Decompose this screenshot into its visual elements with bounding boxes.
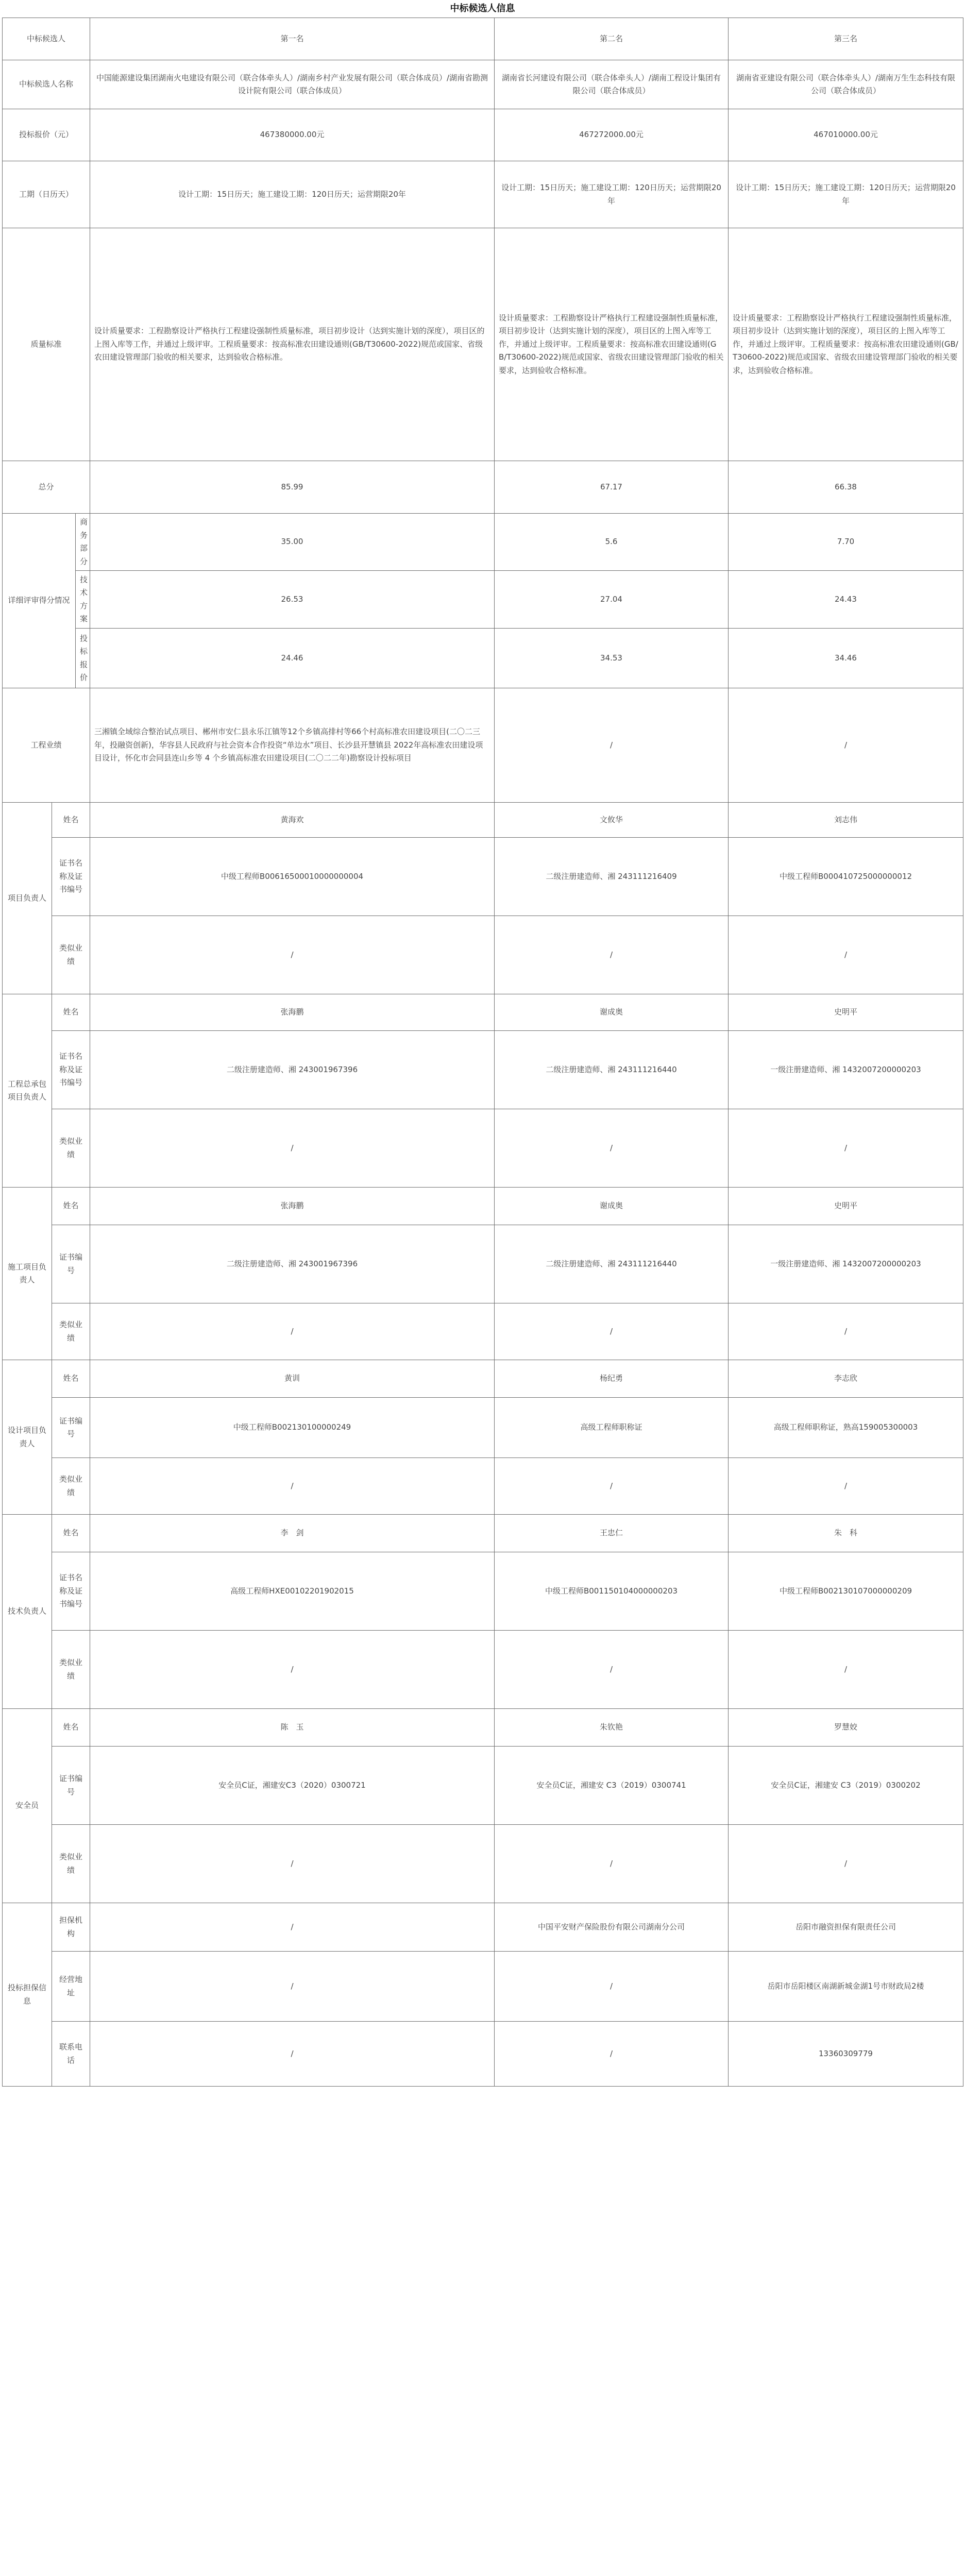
group-value-c2: 二级注册建造师、湘 243111216440 (495, 1225, 729, 1303)
total-score-row-c1: 85.99 (90, 461, 495, 514)
quality-row-label: 质量标准 (3, 228, 90, 461)
group-item-label: 证书编号 (52, 1398, 90, 1458)
group-item-label: 类似业绩 (52, 1825, 90, 1903)
group-item-label: 类似业绩 (52, 1631, 90, 1709)
bid-price-row (3, 109, 963, 161)
detail-score-c2: 27.04 (495, 571, 729, 629)
group-label: 项目负责人 (3, 803, 52, 994)
group-row (3, 1109, 963, 1188)
header-row-label: 中标候选人 (3, 18, 90, 60)
duration-row-label: 工期（日历天） (3, 161, 90, 228)
group-value-c3: 中级工程师B000410725000000012 (729, 838, 963, 916)
group-value-c2: / (495, 1952, 729, 2022)
quality-row-c2: 设计质量要求：工程勘察设计严格执行工程建设强制性质量标准，项目初步设计（达到实施计划的深度），项目区的上图入库等工作，并通过上级评审。工程质量要求：按高标准农田建设通则(GB/T30600-2022)规范或国家、省级农田建设管理部门验收的相关要求，达到验收合格标准。 (495, 228, 729, 461)
group-row (3, 1952, 963, 2022)
group-item-label: 类似业绩 (52, 1458, 90, 1515)
group-value-c3: 一级注册建造师、湘 1432007200000203 (729, 1225, 963, 1303)
group-item-label: 经营地址 (52, 1952, 90, 2022)
group-label: 技术负责人 (3, 1515, 52, 1709)
performance-c3: / (729, 688, 963, 803)
group-value-c1: / (90, 1303, 495, 1360)
group-row (3, 1360, 963, 1398)
performance-label: 工程业绩 (3, 688, 90, 803)
group-value-c2: / (495, 1109, 729, 1188)
bidder-name-row (3, 60, 963, 109)
header-row (3, 18, 963, 60)
group-value-c3: 岳阳市岳阳楼区南湖新城金湖1号市财政局2楼 (729, 1952, 963, 2022)
bidder-name-row-c1: 中国能源建设集团湖南火电建设有限公司（联合体牵头人）/湖南乡村产业发展有限公司（联合体成员）/湖南省勘测设计院有限公司（联合体成员） (90, 60, 495, 109)
group-value-c2: 中级工程师B001150104000000203 (495, 1552, 729, 1631)
total-score-row (3, 461, 963, 514)
group-row (3, 1031, 963, 1109)
group-value-c3: 中级工程师B002130107000000209 (729, 1552, 963, 1631)
group-item-label: 姓名 (52, 1515, 90, 1552)
performance-c2: / (495, 688, 729, 803)
group-label: 安全员 (3, 1709, 52, 1903)
group-item-label: 联系电话 (52, 2022, 90, 2087)
group-value-c3: 安全员C证，湘建安 C3（2019）0300202 (729, 1747, 963, 1825)
performance-c1: 三湘镇全域综合整治试点项目、郴州市安仁县永乐江镇等12个乡镇高排村等66个村高标准农田建设项目(二〇二三年，投融资创新)，华容县人民政府与社会资本合作投资“单边水”项目、长沙县开慧镇县 2022年高标准农田建设项目设计，怀化市会同县连山乡等 4 个乡镇高标准农田建设项目(二〇二二年)勘察设计投标项目 (90, 688, 495, 803)
group-value-c3: / (729, 1631, 963, 1709)
group-label: 投标担保信息 (3, 1903, 52, 2087)
group-value-c2: 中国平安财产保险股份有限公司湖南分公司 (495, 1903, 729, 1952)
group-value-c1: / (90, 1825, 495, 1903)
group-value-c3: / (729, 916, 963, 994)
detail-score-c2: 5.6 (495, 514, 729, 571)
detail-item-label: 商务部分 (76, 514, 90, 571)
group-row (3, 1903, 963, 1952)
detail-score-label: 详细评审得分情况 (3, 514, 76, 688)
group-value-c1: 黄训 (90, 1360, 495, 1398)
bid-price-row-c3: 467010000.00元 (729, 109, 963, 161)
group-value-c1: / (90, 1903, 495, 1952)
candidate-info-table (2, 18, 963, 2087)
duration-row-c2: 设计工期：15日历天；施工建设工期：120日历天；运营期限20年 (495, 161, 729, 228)
group-value-c2: 安全员C证，湘建安 C3（2019）0300741 (495, 1747, 729, 1825)
group-item-label: 证书名称及证书编号 (52, 838, 90, 916)
group-value-c2: 谢成奥 (495, 994, 729, 1031)
group-value-c1: 张海鹏 (90, 994, 495, 1031)
performance-row (3, 688, 963, 803)
group-value-c3: 史明平 (729, 994, 963, 1031)
group-value-c3: / (729, 1458, 963, 1515)
group-label: 施工项目负责人 (3, 1188, 52, 1360)
group-value-c1: 安全员C证，湘建安C3（2020）0300721 (90, 1747, 495, 1825)
group-value-c2: / (495, 2022, 729, 2087)
group-row (3, 1552, 963, 1631)
group-row (3, 803, 963, 838)
duration-row (3, 161, 963, 228)
detail-score-c3: 24.43 (729, 571, 963, 629)
group-row (3, 1515, 963, 1552)
group-value-c2: 二级注册建造师、湘 243111216440 (495, 1031, 729, 1109)
group-item-label: 证书名称及证书编号 (52, 1031, 90, 1109)
group-value-c3: / (729, 1303, 963, 1360)
detail-score-row (3, 514, 963, 571)
group-row (3, 1225, 963, 1303)
group-value-c1: / (90, 1631, 495, 1709)
header-row-c1: 第一名 (90, 18, 495, 60)
group-row (3, 1303, 963, 1360)
main-table-title: 中标候选人信息 (450, 3, 515, 14)
group-row (3, 994, 963, 1031)
bid-price-row-c2: 467272000.00元 (495, 109, 729, 161)
group-value-c3: 李志欣 (729, 1360, 963, 1398)
bid-price-row-c1: 467380000.00元 (90, 109, 495, 161)
group-row (3, 1398, 963, 1458)
group-item-label: 姓名 (52, 1360, 90, 1398)
quality-row (3, 228, 963, 461)
group-value-c1: 高级工程师HXE00102201902015 (90, 1552, 495, 1631)
group-value-c1: 黄海欢 (90, 803, 495, 838)
group-value-c2: 杨纪勇 (495, 1360, 729, 1398)
group-value-c1: 中级工程师B002130100000249 (90, 1398, 495, 1458)
group-value-c3: 史明平 (729, 1188, 963, 1225)
group-value-c3: 13360309779 (729, 2022, 963, 2087)
detail-score-c1: 24.46 (90, 629, 495, 688)
detail-item-label: 投标报价 (76, 629, 90, 688)
group-value-c3: 一级注册建造师、湘 1432007200000203 (729, 1031, 963, 1109)
group-value-c2: 文攸华 (495, 803, 729, 838)
group-row (3, 1631, 963, 1709)
group-value-c2: / (495, 916, 729, 994)
group-item-label: 证书编号 (52, 1225, 90, 1303)
group-value-c3: 罗慧姣 (729, 1709, 963, 1747)
group-row (3, 916, 963, 994)
group-row (3, 1458, 963, 1515)
group-row (3, 1188, 963, 1225)
group-value-c2: / (495, 1303, 729, 1360)
group-row (3, 2022, 963, 2087)
group-value-c1: / (90, 1109, 495, 1188)
group-value-c2: / (495, 1825, 729, 1903)
group-item-label: 姓名 (52, 1709, 90, 1747)
group-item-label: 姓名 (52, 1188, 90, 1225)
group-value-c1: / (90, 2022, 495, 2087)
group-value-c1: 中级工程师B00616500010000000004 (90, 838, 495, 916)
group-value-c3: 朱 科 (729, 1515, 963, 1552)
group-value-c2: / (495, 1631, 729, 1709)
group-value-c2: / (495, 1458, 729, 1515)
group-row (3, 1747, 963, 1825)
quality-row-c1: 设计质量要求：工程勘察设计严格执行工程建设强制性质量标准，项目初步设计（达到实施计划的深度），项目区的上图入库等工作，并通过上级评审。工程质量要求：按高标准农田建设通则(GB/T30600-2022)规范或国家、省级农田建设管理部门验收的相关要求，达到验收合格标准。 (90, 228, 495, 461)
bidder-name-row-c2: 湖南省长河建设有限公司（联合体牵头人）/湖南工程设计集团有限公司（联合体成员） (495, 60, 729, 109)
group-item-label: 类似业绩 (52, 1109, 90, 1188)
detail-score-c3: 34.46 (729, 629, 963, 688)
group-value-c3: 岳阳市融资担保有限责任公司 (729, 1903, 963, 1952)
group-value-c2: 朱钦艳 (495, 1709, 729, 1747)
group-value-c1: / (90, 1458, 495, 1515)
group-value-c3: / (729, 1825, 963, 1903)
group-value-c3: 高级工程师职称证，熟高159005300003 (729, 1398, 963, 1458)
bidder-name-row-c3: 湖南省亚建设有限公司（联合体牵头人）/湖南万生生态科技有限公司（联合体成员） (729, 60, 963, 109)
group-value-c1: 张海鹏 (90, 1188, 495, 1225)
group-item-label: 证书名称及证书编号 (52, 1552, 90, 1631)
detail-score-c1: 35.00 (90, 514, 495, 571)
detail-score-row (3, 629, 963, 688)
group-value-c2: 谢成奥 (495, 1188, 729, 1225)
group-item-label: 姓名 (52, 803, 90, 838)
bidder-name-row-label: 中标候选人名称 (3, 60, 90, 109)
group-value-c3: 刘志伟 (729, 803, 963, 838)
group-row (3, 1825, 963, 1903)
group-value-c1: 二级注册建造师、湘 243001967396 (90, 1225, 495, 1303)
group-item-label: 类似业绩 (52, 1303, 90, 1360)
group-value-c2: 王忠仁 (495, 1515, 729, 1552)
bid-price-row-label: 投标报价（元） (3, 109, 90, 161)
header-row-c2: 第二名 (495, 18, 729, 60)
group-item-label: 证书编号 (52, 1747, 90, 1825)
total-score-row-label: 总分 (3, 461, 90, 514)
detail-score-c2: 34.53 (495, 629, 729, 688)
detail-score-row (3, 571, 963, 629)
duration-row-c1: 设计工期：15日历天；施工建设工期：120日历天；运营期限20年 (90, 161, 495, 228)
group-row (3, 1709, 963, 1747)
group-value-c1: 二级注册建造师、湘 243001967396 (90, 1031, 495, 1109)
group-value-c1: 李 剑 (90, 1515, 495, 1552)
group-item-label: 姓名 (52, 994, 90, 1031)
detail-score-c1: 26.53 (90, 571, 495, 629)
group-item-label: 类似业绩 (52, 916, 90, 994)
duration-row-c3: 设计工期：15日历天；施工建设工期：120日历天；运营期限20年 (729, 161, 963, 228)
group-value-c1: 陈 玉 (90, 1709, 495, 1747)
group-value-c1: / (90, 916, 495, 994)
group-item-label: 担保机构 (52, 1903, 90, 1952)
group-label: 设计项目负责人 (3, 1360, 52, 1515)
total-score-row-c2: 67.17 (495, 461, 729, 514)
detail-item-label: 技术方案 (76, 571, 90, 629)
group-value-c3: / (729, 1109, 963, 1188)
total-score-row-c3: 66.38 (729, 461, 963, 514)
group-value-c2: 二级注册建造师、湘 243111216409 (495, 838, 729, 916)
header-row-c3: 第三名 (729, 18, 963, 60)
group-value-c1: / (90, 1952, 495, 2022)
group-row (3, 838, 963, 916)
detail-score-c3: 7.70 (729, 514, 963, 571)
group-label: 工程总承包项目负责人 (3, 994, 52, 1188)
quality-row-c3: 设计质量要求：工程勘察设计严格执行工程建设强制性质量标准，项目初步设计（达到实施计划的深度），项目区的上图入库等工作，并通过上级评审。工程质量要求：按高标准农田建设通则(GB/T30600-2022)规范或国家、省级农田建设管理部门验收的相关要求，达到验收合格标准。 (729, 228, 963, 461)
group-value-c2: 高级工程师职称证 (495, 1398, 729, 1458)
